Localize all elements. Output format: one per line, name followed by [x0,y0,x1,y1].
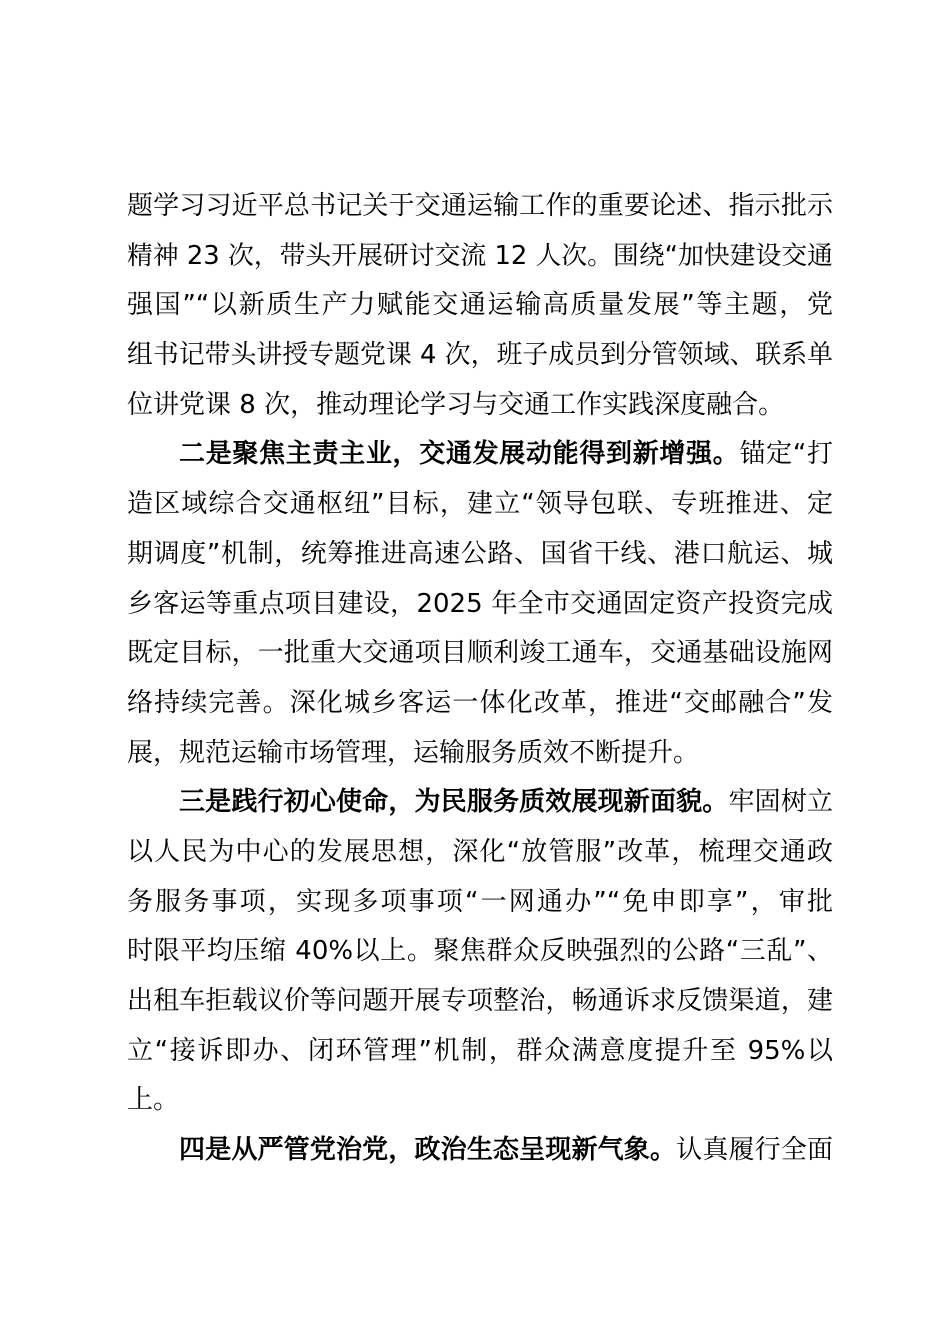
paragraph-party-governance [127,1126,833,1176]
document-body [127,182,833,1176]
text-line [127,629,833,679]
line-text: 锚定“打 [739,439,833,470]
paragraph-heading: 二是聚焦主责主业，交通发展动能得到新增强。 [179,439,740,470]
paragraph-main-responsibility [127,430,833,778]
text-line [127,381,833,431]
line-text: 题学习习近平总书记关于交通运输工作的重要论述、指示批示 [127,191,833,221]
line-text: 务服务事项，实现多项事项“一网通办”“免申即享”，审批 [127,886,833,917]
text-line [127,977,833,1027]
line-text: 展，规范运输市场管理，运输服务质效不断提升。 [127,737,700,768]
line-text: 期调度”机制，统筹推进高速公路、国省干线、港口航运、城 [127,538,833,569]
text-line [127,232,833,282]
line-text: 认真履行全面 [676,1135,833,1166]
text-line [127,530,833,580]
text-line [127,182,833,232]
line-text: 出租车拒载议价等问题开展专项整治，畅通诉求反馈渠道，建 [127,986,833,1016]
line-text: 上。 [127,1085,180,1116]
line-text: 组书记带头讲授专题党课 4 次，班子成员到分管领域、联系单 [127,340,833,371]
paragraph-heading: 四是从严管党治党，政治生态呈现新气象。 [179,1135,677,1166]
text-line [127,1027,833,1077]
line-text: 精神 23 次，带头开展研讨交流 12 人次。围绕“加快建设交通 [127,240,833,271]
text-line [127,1076,833,1126]
text-line [127,480,833,530]
text-line [127,878,833,928]
text-line [127,580,833,630]
text-line [127,729,833,779]
line-text: 立“接诉即办、闭环管理”机制，群众满意度提升至 95%以 [127,1035,833,1066]
text-line [127,927,833,977]
text-line [127,828,833,878]
line-text: 时限平均压缩 40%以上。聚焦群众反映强烈的公路“三乱”、 [127,936,833,967]
text-line [127,679,833,729]
line-text: 络持续完善。深化城乡客运一体化改革，推进“交邮融合”发 [127,687,833,718]
line-text: 乡客运等重点项目建设，2025 年全市交通固定资产投资完成 [127,588,833,619]
text-line [127,1126,833,1176]
paragraph-public-service [127,778,833,1126]
paragraph-heading: 三是践行初心使命，为民服务质效展现新面貌。 [179,787,729,818]
line-text: 既定目标，一批重大交通项目顺利竣工通车，交通基础设施网 [127,638,833,669]
text-line [127,430,833,480]
line-text: 造区域综合交通枢纽”目标，建立“领导包联、专班推进、定 [127,489,833,520]
text-line [127,281,833,331]
text-line [127,778,833,828]
line-text: 位讲党课 8 次，推动理论学习与交通工作实践深度融合。 [127,389,785,420]
line-text: 牢固树立 [728,787,833,818]
line-text: 以人民为中心的发展思想，深化“放管服”改革，梳理交通政 [127,836,833,867]
paragraph-theory-study [127,182,833,430]
text-line [127,331,833,381]
line-text: 强国”“以新质生产力赋能交通运输高质量发展”等主题，党 [127,290,833,321]
